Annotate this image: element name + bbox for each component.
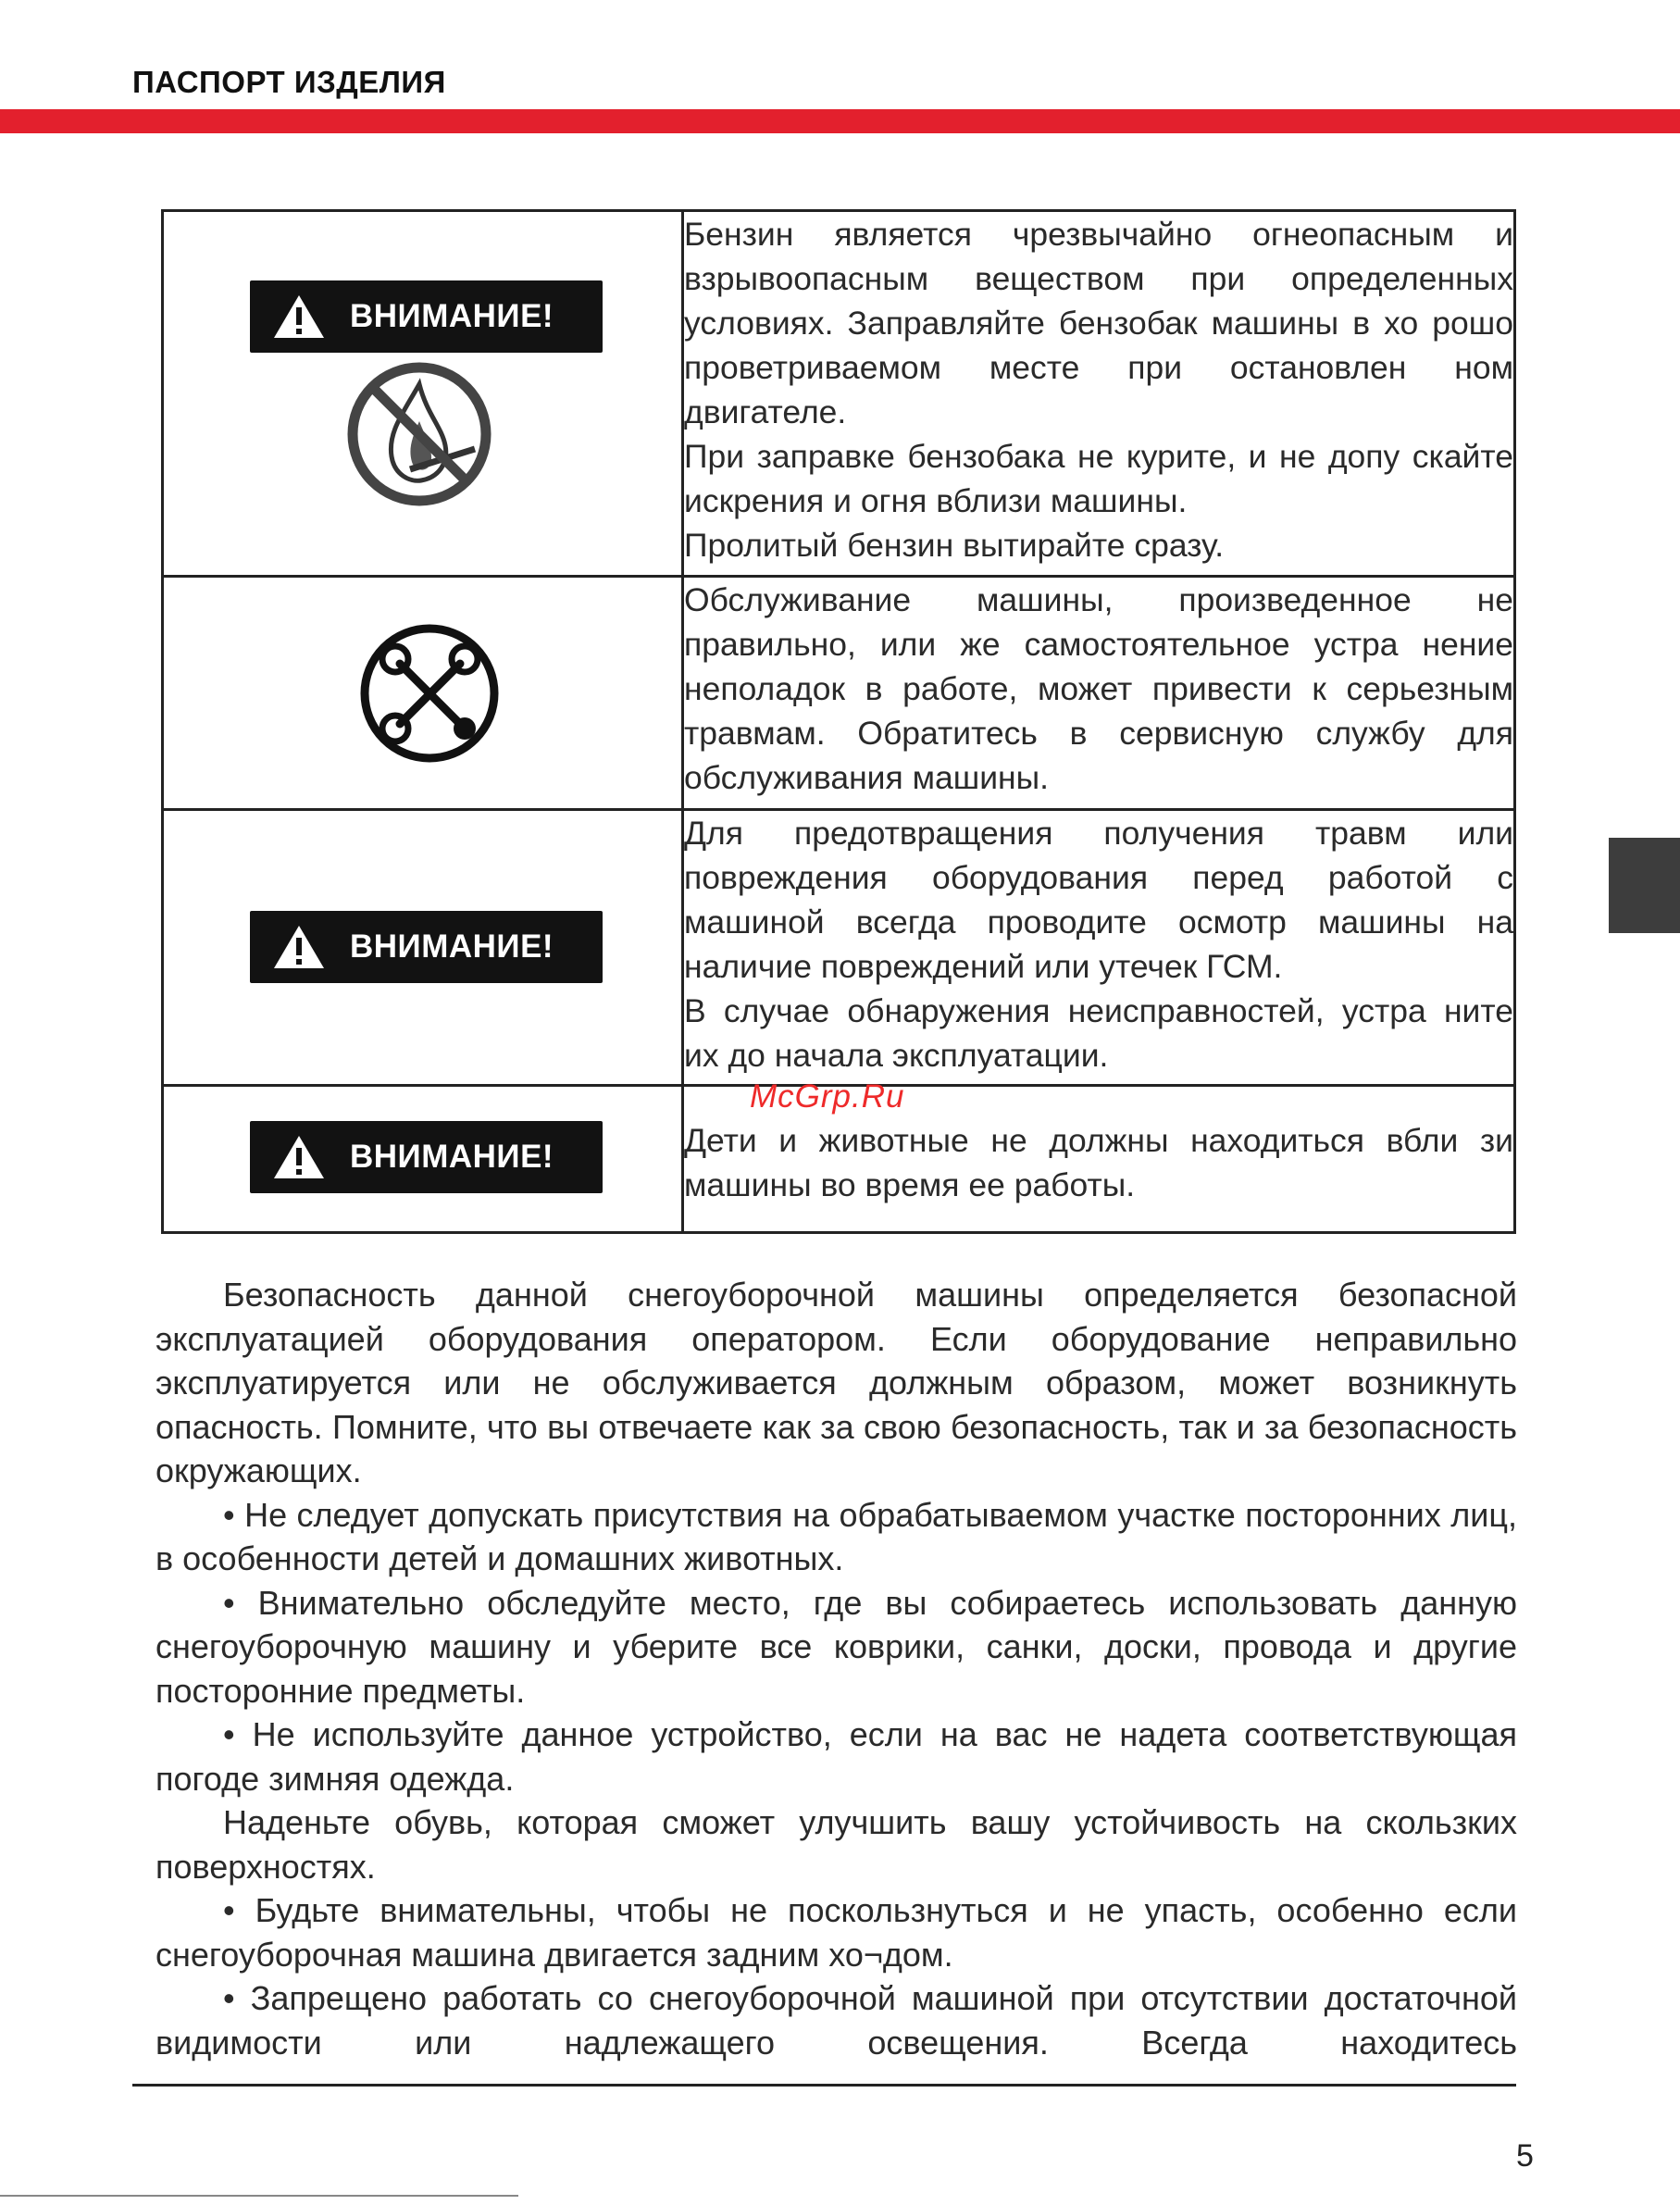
page-number: 5 bbox=[1516, 2138, 1534, 2174]
warning-badge-label: ВНИМАНИЕ! bbox=[350, 298, 554, 334]
warning-paragraph: При заправке бензобака не курите, и не допу скайте искрения и огня вблизи машины. bbox=[684, 438, 1513, 519]
icon-cell bbox=[163, 1086, 683, 1233]
footer-divider bbox=[132, 2084, 1516, 2087]
warning-text-cell bbox=[683, 810, 1515, 1086]
header-red-bar bbox=[0, 109, 1680, 133]
icon-cell bbox=[163, 577, 683, 810]
warning-badge-label: ВНИМАНИЕ! bbox=[350, 928, 554, 965]
icon-cell bbox=[163, 810, 683, 1086]
warning-badge bbox=[250, 1121, 603, 1193]
icon-cell bbox=[163, 211, 683, 577]
body-paragraph: Безопасность данной снегоуборочной машины определяется безопасной эксплуатацией оборудования оператором. Если оборудование неправильно эксплуатируется или не обслуживается должным образом, может возникнуть опасность. Помните, что вы отвечаете как за свою безопасность, так и за безопасность окружающих. bbox=[156, 1276, 1517, 1489]
table-row bbox=[163, 211, 1515, 577]
no-open-flame-icon bbox=[345, 360, 493, 508]
bottom-edge-mark bbox=[0, 2195, 518, 2197]
warning-triangle-icon bbox=[272, 924, 326, 970]
body-paragraph: • Не используйте данное устройство, если на вас не надета соответствующая погоде зимняя одежда. bbox=[156, 1715, 1517, 1798]
page-header-title: ПАСПОРТ ИЗДЕЛИЯ bbox=[132, 65, 446, 99]
warning-badge-label: ВНИМАНИЕ! bbox=[350, 1139, 554, 1175]
warning-triangle-icon bbox=[272, 293, 326, 340]
warning-text-cell bbox=[683, 211, 1515, 577]
warning-triangle-icon bbox=[272, 1134, 326, 1180]
warning-paragraph: Дети и животные не должны находиться вбли зи машины во время ее работы. bbox=[684, 1122, 1513, 1203]
warning-paragraph: Пролитый бензин вытирайте сразу. bbox=[684, 527, 1225, 564]
table-row bbox=[163, 577, 1515, 810]
body-paragraph: • Не следует допускать присутствия на обрабатываемом участке посторонних лиц, в особенности детей и домашних животных. bbox=[156, 1495, 1517, 1577]
warning-paragraph: Для предотвращения получения травм или повреждения оборудования перед работой с машиной всегда проводите осмотр машины на наличие повреждений или утечек ГСМ. bbox=[684, 815, 1513, 985]
safety-body-text bbox=[156, 1273, 1517, 2064]
section-tab-marker bbox=[1609, 838, 1680, 933]
warning-paragraph: В случае обнаружения неисправностей, устра ните их до начала эксплуатации. bbox=[684, 992, 1513, 1074]
body-paragraph: • Запрещено работать со снегоуборочной машиной при отсутствии достаточной видимости или надлежащего освещения. Всегда находитесь bbox=[156, 1979, 1517, 2062]
body-paragraph: • Будьте внимательны, чтобы не поскользнуться и не упасть, особенно если снегоуборочная машина двигается задним хо¬дом. bbox=[156, 1891, 1517, 1974]
watermark-text: McGrp.Ru bbox=[750, 1078, 905, 1115]
warning-badge bbox=[250, 280, 603, 353]
table-row bbox=[163, 810, 1515, 1086]
body-paragraph: Наденьте обувь, которая сможет улучшить вашу устойчивость на скользких поверхностях. bbox=[156, 1803, 1517, 1886]
warning-paragraph: Бензин является чрезвычайно огнеопасным и взрывоопасным веществом при определенных условиях. Заправляйте бензобак машины в хо рошо проветриваемом месте при остановлен ном двигателе. bbox=[684, 216, 1513, 430]
warning-paragraph: Обслуживание машины, произведенное не правильно, или же самостоятельное устра нение неполадок в работе, может привести к серьезным травмам. Обратитесь в сервисную службу для обслуживания машины. bbox=[684, 581, 1513, 796]
warning-text-cell bbox=[683, 577, 1515, 810]
no-self-repair-icon bbox=[358, 622, 502, 766]
body-paragraph: • Внимательно обследуйте место, где вы собираетесь использовать данную снегоуборочную машину и уберите все коврики, санки, доски, провода и другие посторонние предметы. bbox=[156, 1583, 1517, 1710]
warning-badge bbox=[250, 911, 603, 983]
